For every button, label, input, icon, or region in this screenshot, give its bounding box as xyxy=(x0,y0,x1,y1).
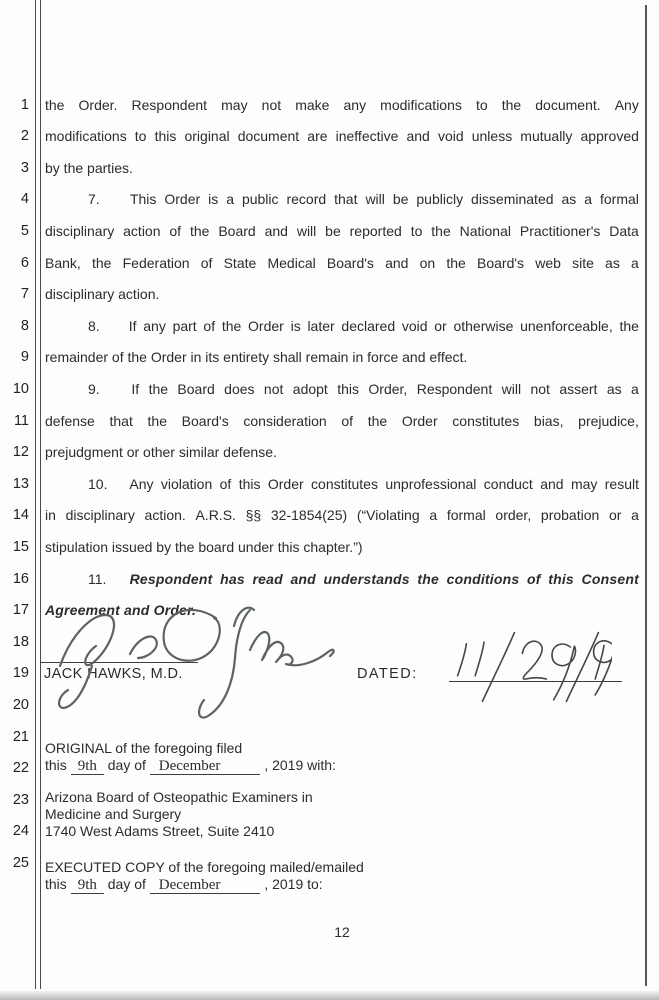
word: void xyxy=(437,128,464,145)
document-line xyxy=(45,444,639,466)
word: Medical xyxy=(267,254,316,271)
line-number: 5 xyxy=(20,222,29,239)
word: declared xyxy=(341,317,396,334)
line-number: 2 xyxy=(20,128,29,145)
word: on xyxy=(419,254,436,271)
word: publicly xyxy=(416,191,464,208)
word: document xyxy=(237,128,300,145)
day-fill-in: 9th xyxy=(71,877,104,894)
line-number: 23 xyxy=(12,791,29,808)
word: the xyxy=(367,412,388,429)
recipient-address xyxy=(45,789,313,839)
word: site xyxy=(572,254,594,271)
paragraph-number: 9. xyxy=(88,380,100,397)
paragraph-number: 8. xyxy=(88,317,100,334)
document-line xyxy=(45,223,639,245)
word: Order, xyxy=(368,380,408,397)
word: as xyxy=(561,191,577,208)
date-suffix: , 2019 with: xyxy=(264,757,336,773)
word: assert xyxy=(559,380,598,397)
line-number: 21 xyxy=(12,728,29,745)
word: a xyxy=(226,191,234,208)
word: 32-1854(25) xyxy=(270,507,348,524)
word: probation xyxy=(540,507,600,524)
word: this xyxy=(238,475,261,492)
word: as xyxy=(606,380,622,397)
line-number: 18 xyxy=(12,633,29,650)
word: Order xyxy=(267,475,304,492)
line-number: 25 xyxy=(12,854,29,871)
word: to xyxy=(134,128,147,145)
word: understands xyxy=(323,570,410,587)
word: of xyxy=(203,317,216,334)
word: a xyxy=(429,507,438,524)
word: of xyxy=(341,412,354,429)
paragraph-number: 11. xyxy=(88,570,107,587)
word: read xyxy=(252,570,283,587)
word: may xyxy=(570,475,598,492)
word: that xyxy=(109,412,133,429)
line-number: 9 xyxy=(20,349,29,366)
word: Board xyxy=(177,380,215,397)
word: not xyxy=(261,96,282,113)
line-number: 17 xyxy=(12,602,29,619)
word: disciplinary xyxy=(45,222,115,239)
word: this xyxy=(548,570,574,587)
word: the xyxy=(446,254,466,271)
word: public xyxy=(241,191,279,208)
executed-copy-line: EXECUTED COPY of the foregoing mailed/emailed xyxy=(45,859,364,875)
word: Bank, xyxy=(45,254,81,271)
word: the xyxy=(417,570,439,587)
word: ineffective xyxy=(335,128,399,145)
dated-label: DATED: xyxy=(357,666,418,682)
line-text: remainder of the Order in its entirety shall remain in force and effect. xyxy=(45,349,468,366)
line-number: 14 xyxy=(12,507,29,524)
word: this xyxy=(154,128,177,145)
date-mid: day of xyxy=(107,757,146,773)
word: the xyxy=(431,222,451,239)
word: This xyxy=(129,191,157,208)
word: If xyxy=(131,380,140,397)
word: (“Violating xyxy=(356,507,420,524)
word: otherwise xyxy=(453,317,514,334)
word: to xyxy=(410,222,423,239)
word: and xyxy=(406,128,430,145)
word: of xyxy=(526,570,541,587)
word: a xyxy=(631,507,639,524)
word: the xyxy=(619,317,639,334)
document-line xyxy=(45,539,639,561)
document-line xyxy=(45,128,639,150)
document-line xyxy=(45,191,639,213)
scan-page-edge xyxy=(0,991,659,1000)
word: the xyxy=(148,380,169,397)
word: a xyxy=(631,254,639,271)
word: disciplinary xyxy=(65,507,135,524)
word: later xyxy=(307,317,335,334)
word: will xyxy=(296,222,317,239)
word: modifications xyxy=(45,128,127,145)
word: make xyxy=(295,96,330,113)
word: unenforceable, xyxy=(520,317,613,334)
word: web xyxy=(535,254,561,271)
word: Federation xyxy=(122,254,190,271)
word: Order xyxy=(401,412,438,429)
word: formal xyxy=(446,507,486,524)
word: Respondent xyxy=(131,96,208,113)
word: part xyxy=(172,317,197,334)
date-prefix: this xyxy=(45,757,67,773)
word: Data xyxy=(609,222,639,239)
word: violation xyxy=(160,475,213,492)
word: Practitioner's xyxy=(519,222,601,239)
word: modifications xyxy=(380,96,462,113)
line-number: 10 xyxy=(12,380,29,397)
word: document. xyxy=(535,96,601,113)
document-line xyxy=(45,476,639,498)
line-number: 24 xyxy=(12,823,29,840)
word: Any xyxy=(614,96,639,113)
word: result xyxy=(604,475,639,492)
line-text: disciplinary action. xyxy=(45,286,160,303)
word: and xyxy=(264,222,288,239)
day-fill-in: 9th xyxy=(71,758,104,775)
word: formal xyxy=(599,191,639,208)
word: Any xyxy=(129,475,154,492)
word: Board's xyxy=(181,412,229,429)
word: the xyxy=(91,254,112,271)
word: disseminated xyxy=(471,191,554,208)
word: not xyxy=(263,380,284,397)
word: or xyxy=(434,317,447,334)
right-margin-rule xyxy=(645,5,647,986)
line-text: Agreement and Order. xyxy=(45,602,197,619)
word: Board xyxy=(218,222,256,239)
page-number: 12 xyxy=(334,924,350,940)
word: action xyxy=(123,222,161,239)
document-line xyxy=(45,255,639,277)
word: action. xyxy=(144,507,186,524)
word: record xyxy=(286,191,327,208)
line-text: by the parties. xyxy=(45,159,133,176)
word: Board's xyxy=(326,254,374,271)
word: the xyxy=(189,222,210,239)
line-number: 1 xyxy=(20,96,29,113)
word: as xyxy=(605,254,620,271)
word: be xyxy=(392,191,409,208)
original-filed-date-line xyxy=(45,757,336,775)
document-line xyxy=(45,571,639,593)
line-number: 13 xyxy=(12,475,29,492)
word: constitutes xyxy=(452,412,520,429)
document-line xyxy=(45,160,639,182)
line-number: 8 xyxy=(20,317,29,334)
word: or xyxy=(608,507,622,524)
word: and xyxy=(540,475,564,492)
word: Consent xyxy=(581,570,639,587)
word: Order xyxy=(248,317,284,334)
line-text: prejudgment or other similar defense. xyxy=(45,444,277,461)
paragraph-number: 10. xyxy=(88,475,108,492)
month-fill-in: December xyxy=(150,877,261,894)
line-number: 15 xyxy=(12,538,29,555)
word: does xyxy=(224,380,255,397)
line-number: 11 xyxy=(13,412,29,429)
word: Respondent xyxy=(129,570,213,587)
word: the xyxy=(221,317,242,334)
word: and xyxy=(290,570,316,587)
word: the xyxy=(45,96,65,113)
word: Respondent xyxy=(416,380,493,397)
word: be xyxy=(325,222,341,239)
word: conditions xyxy=(446,570,520,587)
recipient-line: Medicine and Surgery xyxy=(45,805,182,822)
line-number: 7 xyxy=(20,286,29,303)
word: any xyxy=(343,96,367,113)
document-line xyxy=(45,286,639,308)
word: A.R.S. xyxy=(195,507,236,524)
word: State xyxy=(223,254,257,271)
handwritten-date xyxy=(452,630,612,712)
word: of xyxy=(200,254,213,271)
document-line xyxy=(45,381,639,403)
word: bias, xyxy=(533,412,564,429)
word: in xyxy=(45,507,56,524)
recipient-line: Arizona Board of Osteopathic Examiners in xyxy=(45,789,313,805)
document-line xyxy=(45,507,639,529)
line-number: 6 xyxy=(20,254,29,271)
line-number: 19 xyxy=(12,665,29,682)
word: adopt xyxy=(292,380,328,397)
date-suffix: , 2019 to: xyxy=(264,876,323,892)
word: will xyxy=(501,380,522,397)
word: unprofessional xyxy=(385,475,477,492)
signer-name: JACK HAWKS, M.D. xyxy=(44,666,183,682)
word: void xyxy=(401,317,428,334)
word: has xyxy=(220,570,245,587)
word: is xyxy=(208,191,219,208)
line-number-column xyxy=(0,0,31,1000)
date-prefix: this xyxy=(45,876,67,892)
word: If xyxy=(128,317,137,334)
word: to xyxy=(475,96,488,113)
word: Board's xyxy=(477,254,525,271)
line-number: 20 xyxy=(12,696,29,713)
word: original xyxy=(184,128,230,145)
document-line xyxy=(45,318,639,340)
word: a xyxy=(584,191,593,208)
paragraph-number: 7. xyxy=(88,191,100,208)
date-mid: day of xyxy=(107,876,146,892)
word: and xyxy=(385,254,409,271)
word: constitutes xyxy=(311,475,378,492)
document-line xyxy=(45,413,639,435)
word: of xyxy=(219,475,232,492)
word: are xyxy=(307,128,328,145)
word: not xyxy=(530,380,550,397)
word: that xyxy=(334,191,358,208)
word: unless xyxy=(471,128,513,145)
signature-ink xyxy=(38,598,338,730)
word: Order xyxy=(164,191,201,208)
word: conduct xyxy=(483,475,533,492)
line-text: stipulation issued by the board under this chapter.”) xyxy=(45,538,363,555)
word: the xyxy=(501,96,522,113)
word: approved xyxy=(580,128,639,145)
original-filed-line: ORIGINAL of the foregoing filed xyxy=(45,740,243,756)
word: may xyxy=(221,96,248,113)
executed-copy-date-line xyxy=(45,876,323,894)
word: will xyxy=(365,191,385,208)
word: consideration xyxy=(243,412,327,429)
word: this xyxy=(337,380,360,397)
word: a xyxy=(631,380,639,397)
word: prejudice, xyxy=(578,412,639,429)
word: the xyxy=(147,412,167,429)
line-number: 4 xyxy=(20,191,29,208)
word: mutually xyxy=(520,128,573,145)
line-number: 3 xyxy=(20,159,29,176)
word: §§ xyxy=(245,507,262,524)
line-number: 22 xyxy=(12,760,29,777)
word: National xyxy=(459,222,511,239)
document-line xyxy=(45,97,639,119)
recipient-line: 1740 West Adams Street, Suite 2410 xyxy=(45,822,275,839)
word: defense xyxy=(45,412,95,429)
word: Order. xyxy=(78,96,118,113)
line-number: 12 xyxy=(12,444,29,461)
left-margin-double-rule xyxy=(35,0,41,989)
word: reported xyxy=(349,222,402,239)
line-number: 16 xyxy=(12,570,29,587)
word: is xyxy=(290,317,301,334)
word: order, xyxy=(495,507,532,524)
word: of xyxy=(169,222,182,239)
document-line xyxy=(45,349,639,371)
month-fill-in: December xyxy=(150,758,261,775)
word: any xyxy=(143,317,166,334)
